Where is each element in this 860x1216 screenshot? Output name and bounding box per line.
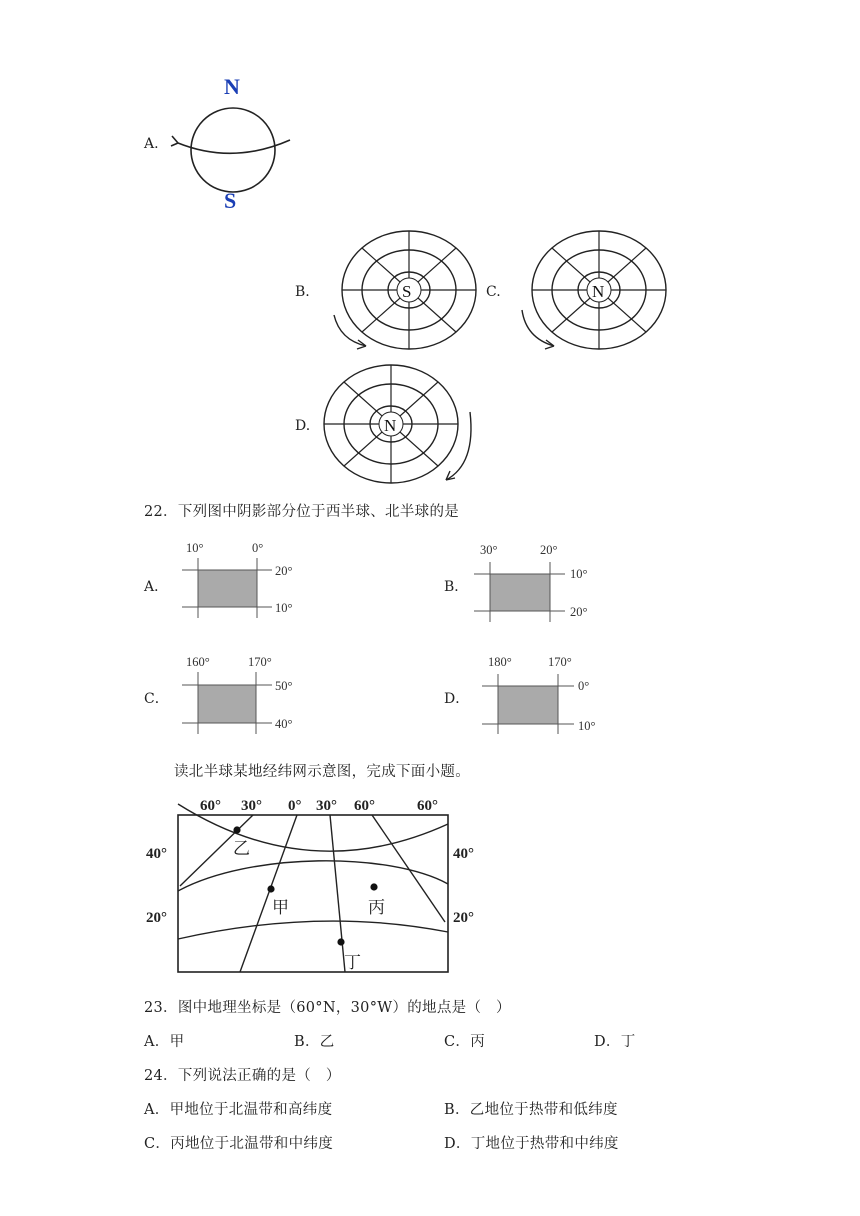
top-right-label: 20° [540,543,558,557]
graticule-map [140,792,500,982]
right-top-label: 10° [570,567,588,581]
q22-option-c-label: C． [144,691,169,707]
q22-stem: 22．下列图中阴影部分位于西半球、北半球的是 [144,504,460,520]
right-top-label: 0° [578,679,590,693]
right-bottom-label: 10° [578,719,596,733]
q22-option-a-grid [178,540,318,620]
pole-label: S [402,282,412,301]
q22-option-d-grid [478,654,618,734]
q21-option-a-label: A. [144,136,159,152]
q23-option-d: D．丁 [594,1034,636,1050]
top-right-label: 170° [548,655,572,669]
passage-text: 读北半球某地经纬网示意图，完成下面小题。 [174,764,470,780]
q24-option-a: A．甲地位于北温带和高纬度 [144,1102,333,1118]
q22-option-c-grid [178,654,318,734]
point-bing-label: 丙 [368,898,385,917]
top-label-3: 0° [288,798,302,814]
top-left-label: 10° [186,541,204,555]
top-right-label: 170° [248,655,272,669]
left-label-20: 20° [146,910,167,926]
right-label-20: 20° [453,910,474,926]
top-label-5: 60° [354,798,375,814]
pole-label: N [592,282,605,301]
q24-option-b: B．乙地位于热带和低纬度 [444,1102,618,1118]
q21-option-c-polar-view [530,230,670,355]
point-jia-label: 甲 [272,898,289,917]
q23-option-c: C．丙 [444,1034,486,1050]
right-bottom-label: 40° [275,717,293,731]
point-yi-label: 乙 [233,839,250,858]
top-right-label: 0° [252,541,264,555]
q23-option-a: A．甲 [144,1034,185,1050]
q21-option-d-label: D. [295,418,311,434]
top-label-2: 30° [241,798,262,814]
point-ding-label: 丁 [344,953,361,972]
q22-option-d-label: D． [444,691,470,707]
right-top-label: 20° [275,564,293,578]
pole-label: N [384,416,397,435]
top-label-6: 60° [417,798,438,814]
globe-s-label: S [224,188,237,213]
q23-option-b: B．乙 [294,1034,335,1050]
right-label-40: 40° [453,846,474,862]
q24-option-d: D．丁地位于热带和中纬度 [444,1136,619,1152]
q24-stem: 24．下列说法正确的是（ ） [144,1068,341,1084]
right-top-label: 50° [275,679,293,693]
q21-option-d-polar-view [322,364,482,489]
q22-option-b-grid [470,542,610,622]
q22-option-a-label: A． [144,579,169,595]
globe-n-label: N [224,74,240,99]
q21-option-b-label: B. [295,284,310,300]
q21-option-a-globe [168,70,298,215]
top-left-label: 180° [488,655,512,669]
top-left-label: 160° [186,655,210,669]
top-left-label: 30° [480,543,498,557]
q21-option-b-polar-view [340,230,480,355]
top-label-4: 30° [316,798,337,814]
left-label-40: 40° [146,846,167,862]
q23-stem: 23．图中地理坐标是（60°N，30°W）的地点是（ ） [144,1000,511,1016]
right-bottom-label: 20° [570,605,588,619]
right-bottom-label: 10° [275,601,293,615]
q22-option-b-label: B． [444,579,469,595]
q24-option-c: C．丙地位于北温带和中纬度 [144,1136,334,1152]
q21-option-c-label: C. [486,284,501,300]
top-label-1: 60° [200,798,221,814]
